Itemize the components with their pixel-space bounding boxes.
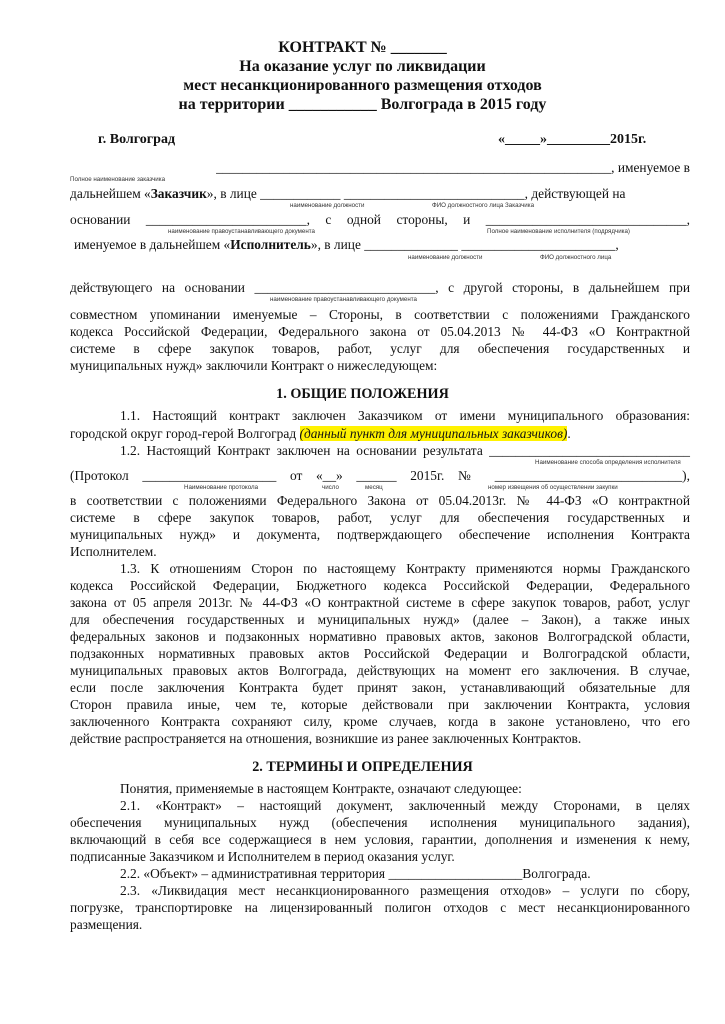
- intro-line-5: действующего на основании ___________________________, с другой стороны, в дальнейшем при: [70, 280, 690, 295]
- section-2-intro: Понятия, применяемые в настоящем Контракте, означают следующее:: [120, 781, 522, 796]
- clause-1-3-line-1: 1.3. К отношениям Сторон по настоящему Контракту применяются нормы Гражданского: [120, 561, 690, 576]
- caption-fio-customer: ФИО должностного лица Заказчика: [432, 202, 535, 209]
- contract-subtitle-1: На оказание услуг по ликвидации: [239, 58, 486, 75]
- paragraph-line: Сторон правила иные, чем те, которые действовали при заключении Контракта, условия: [70, 697, 690, 712]
- caption-customer-name: Полное наименование заказчика: [70, 176, 166, 183]
- paragraph-line: в соответствии с положениями Федерального Закона от 05.04.2013г. № 44-ФЗ «О контрактной: [70, 493, 690, 508]
- caption-executor-name: Полное наименование исполнителя (подрядчика): [487, 228, 630, 235]
- customer-term: Заказчик: [150, 186, 207, 201]
- contract-title: КОНТРАКТ № _______: [278, 39, 447, 56]
- paragraph-line: заключенного Контракта сохраняют силу, кроме случаев, когда в законе установлено, что его: [70, 714, 690, 729]
- paragraph-line: системе в сфере закупок товаров, работ, услуг для обеспечения государственных и: [70, 341, 690, 356]
- clause-1-2-line-1: 1.2. Настоящий Контракт заключен на основании результата ______________________________: [120, 443, 690, 458]
- clause-2-3-line-1: 2.3. «Ликвидация мест несанкционированного размещения отходов» – услуги по сбору,: [120, 883, 690, 898]
- paragraph-line: размещения.: [70, 917, 143, 932]
- caption-month: месяц: [365, 484, 383, 491]
- contract-date: «_____»_________2015г.: [498, 132, 647, 147]
- caption-position-executor: наименование должности: [408, 254, 483, 261]
- paragraph-line: Исполнителем.: [70, 544, 157, 559]
- caption-basis-document-2: наименование правоустанавливающего документа: [270, 296, 417, 303]
- clause-2-2: 2.2. «Объект» – административная территория ____________________Волгограда.: [120, 866, 591, 881]
- city: г. Волгоград: [98, 132, 176, 147]
- paragraph-line: муниципальных нужд» заключили Контракт о нижеследующем:: [70, 358, 438, 373]
- paragraph-line: совместном упоминании именуемые – Стороны, в соответствии с положениями Гражданского: [70, 307, 690, 322]
- clause-1-2-paragraph: [70, 492, 690, 560]
- paragraph-line: системе в сфере закупок товаров, работ, услуг для обеспечения государственных и: [70, 510, 690, 525]
- contract-subtitle-3: на территории ___________ Волгограда в 2015 году: [178, 96, 547, 113]
- paragraph-line: кодекса Российской Федерации, Федерального закона от 05.04.2013 № 44-ФЗ «О Контрактной: [70, 324, 690, 339]
- section-1-heading: 1. ОБЩИЕ ПОЛОЖЕНИЯ: [276, 386, 449, 402]
- paragraph-line: включающий в себя все содержащиеся в нем условия, гарантии, дополнения и изменения к нему,: [70, 832, 690, 847]
- paragraph-line: действие распространяется на отношения, возникшие из ранее заключенных Контрактов.: [70, 731, 582, 746]
- clause-2-1-line-1: 2.1. «Контракт» – настоящий документ, заключенный между Сторонами, в целях: [120, 798, 690, 813]
- paragraph-line: подписанные Заказчиком и Исполнителем в период оказания услуг.: [70, 849, 455, 864]
- caption-notice-number: номер извещения об осуществлении закупки: [488, 484, 618, 491]
- paragraph-line: кодекса Российской Федерации, Бюджетного кодекса Российской Федерации, Федерального: [70, 578, 690, 593]
- paragraph-line: обеспечения муниципальных нужд (обеспечения исполнения муниципального задания),: [70, 815, 690, 830]
- clause-1-3-paragraph: [70, 577, 690, 747]
- paragraph-line: погрузке, транспортировке на лицензированный полигон отходов с мест несанкционированного: [70, 900, 690, 915]
- paragraph-line: если после заключения Контракта будет принят закон, устанавливающий обязательные для: [70, 680, 690, 695]
- paragraph-line: подзаконных нормативных правовых актов Российской Федерации и Волгоградской области,: [70, 646, 690, 661]
- section-2-heading: 2. ТЕРМИНЫ И ОПРЕДЕЛЕНИЯ: [252, 759, 473, 775]
- caption-basis-document: наименование правоустанавливающего документа: [168, 228, 315, 235]
- municipal-note-highlight: (данный пункт для муниципальных заказчиков): [299, 426, 568, 441]
- paragraph-line: для обеспечения государственных и муниципальных нужд» (далее – Закон), а также иных: [70, 612, 690, 627]
- clause-1-1-line-1: 1.1. Настоящий контракт заключен Заказчиком от имени муниципального образования:: [120, 408, 690, 423]
- executor-term: Исполнитель: [230, 237, 311, 252]
- caption-method: Наименование способа определения исполнителя: [535, 459, 681, 466]
- clause-2-1-paragraph: [70, 814, 690, 865]
- caption-protocol: Наименование протокола: [184, 484, 259, 491]
- intro-line-2: дальнейшем «Заказчик», в лице ____________ ___________________________, действующей на: [70, 186, 626, 201]
- caption-fio-executor: ФИО должностного лица: [540, 254, 612, 261]
- paragraph-line: муниципальных правовых актов Волгограда, действующих на момент его заключения. В случае,: [70, 663, 690, 678]
- paragraph-line: федеральных законов и подзаконных нормативно правовых актов, законов Волгоградской области,: [70, 629, 690, 644]
- clause-2-3-paragraph: [70, 899, 690, 933]
- intro-line-3: основании ________________________, с одной стороны, и ______________________________,: [70, 212, 690, 227]
- clause-1-1-line-2: городской округ город-герой Волгоград (данный пункт для муниципальных заказчиков).: [70, 426, 571, 441]
- clause-1-2-line-2: (Протокол ____________________ от «__» ______ 2015г. № ____________________________),: [70, 468, 690, 483]
- intro-line-4: именуемое в дальнейшем «Исполнитель», в лице ______________ _______________________,: [74, 237, 619, 252]
- intro-line-1: ___________________________________________________________, именуемое в: [216, 160, 690, 175]
- paragraph-line: закона от 05 апреля 2013г. № 44-ФЗ «О контрактной системе в сфере закупок товаров, работ, услуг: [70, 595, 690, 610]
- contract-subtitle-2: мест несанкционированного размещения отходов: [183, 77, 542, 94]
- intro-paragraph: [70, 306, 690, 374]
- caption-day: число: [322, 484, 339, 491]
- paragraph-line: муниципальных нужд» и документа, подтверждающего обеспечение исполнения Контракта: [70, 527, 690, 542]
- caption-position: наименование должности: [290, 202, 365, 209]
